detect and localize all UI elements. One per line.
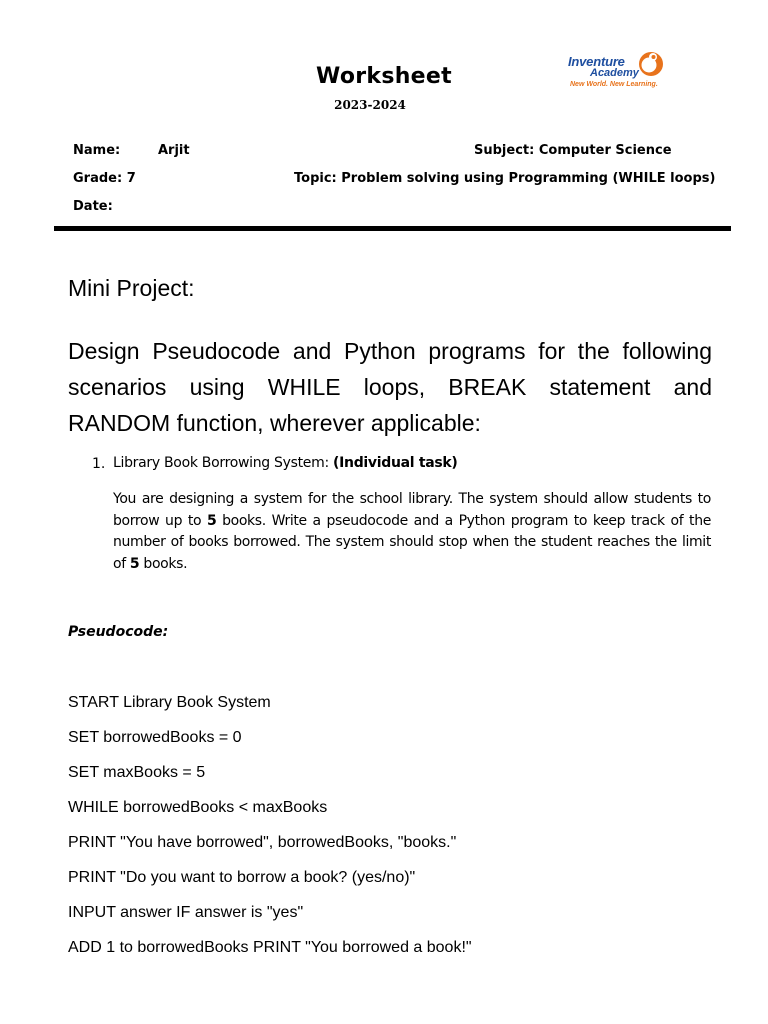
item-limit-2: 5 bbox=[129, 555, 140, 572]
pseudocode-line: PRINT "Do you want to borrow a book? (yes/no)" bbox=[68, 869, 416, 886]
topic-field: Topic: Problem solving using Programming (WHILE loops) bbox=[294, 171, 716, 186]
item-limit: 5 bbox=[206, 512, 217, 529]
name-value: Arjit bbox=[158, 143, 190, 158]
logo-line2: Academy bbox=[590, 67, 639, 79]
item-body-part2: books. Write a pseudocode and a Python program to keep track of the number of books borrowed. The system should stop when the student reaches the limit of bbox=[113, 512, 711, 572]
pseudocode-line: SET borrowedBooks = 0 bbox=[68, 729, 242, 746]
pseudocode-line: SET maxBooks = 5 bbox=[68, 764, 206, 781]
item-body-part3: books. bbox=[139, 555, 188, 572]
item-number: 1. bbox=[92, 456, 106, 472]
header-divider bbox=[54, 226, 731, 231]
item-title bbox=[113, 455, 458, 471]
logo-line1: Inventure bbox=[568, 54, 625, 69]
logo-tagline: New World. New Learning. bbox=[570, 81, 658, 88]
item-title-text: Library Book Borrowing System: bbox=[113, 455, 334, 471]
worksheet-title: Worksheet bbox=[316, 64, 452, 89]
mini-project-heading: Mini Project: bbox=[68, 275, 195, 301]
grade-field: Grade: 7 bbox=[73, 171, 136, 186]
pseudocode-line: START Library Book System bbox=[68, 694, 271, 711]
pseudocode-line: INPUT answer IF answer is "yes" bbox=[68, 904, 304, 921]
item-description bbox=[113, 489, 711, 575]
pseudocode-line: PRINT "You have borrowed", borrowedBooks, "books." bbox=[68, 834, 457, 851]
design-instructions: Design Pseudocode and Python programs for the following scenarios using WHILE loops, BREAK statement and RANDOM function, wherever applicable: bbox=[68, 338, 712, 436]
academic-year: 2023-2024 bbox=[334, 98, 406, 112]
pseudocode-line: ADD 1 to borrowedBooks PRINT "You borrowed a book!" bbox=[68, 939, 472, 956]
item-title-bold: (Individual task) bbox=[333, 455, 458, 471]
pseudocode-line: WHILE borrowedBooks < maxBooks bbox=[68, 799, 328, 816]
logo-swirl-icon bbox=[636, 48, 666, 78]
subject-field: Subject: Computer Science bbox=[474, 143, 672, 158]
name-label: Name: bbox=[73, 143, 121, 158]
date-label: Date: bbox=[73, 199, 113, 214]
pseudocode-label: Pseudocode: bbox=[68, 624, 169, 640]
school-logo bbox=[560, 44, 680, 94]
item-body-part1: You are designing a system for the school library. The system should allow students to borrow up to bbox=[113, 491, 711, 529]
